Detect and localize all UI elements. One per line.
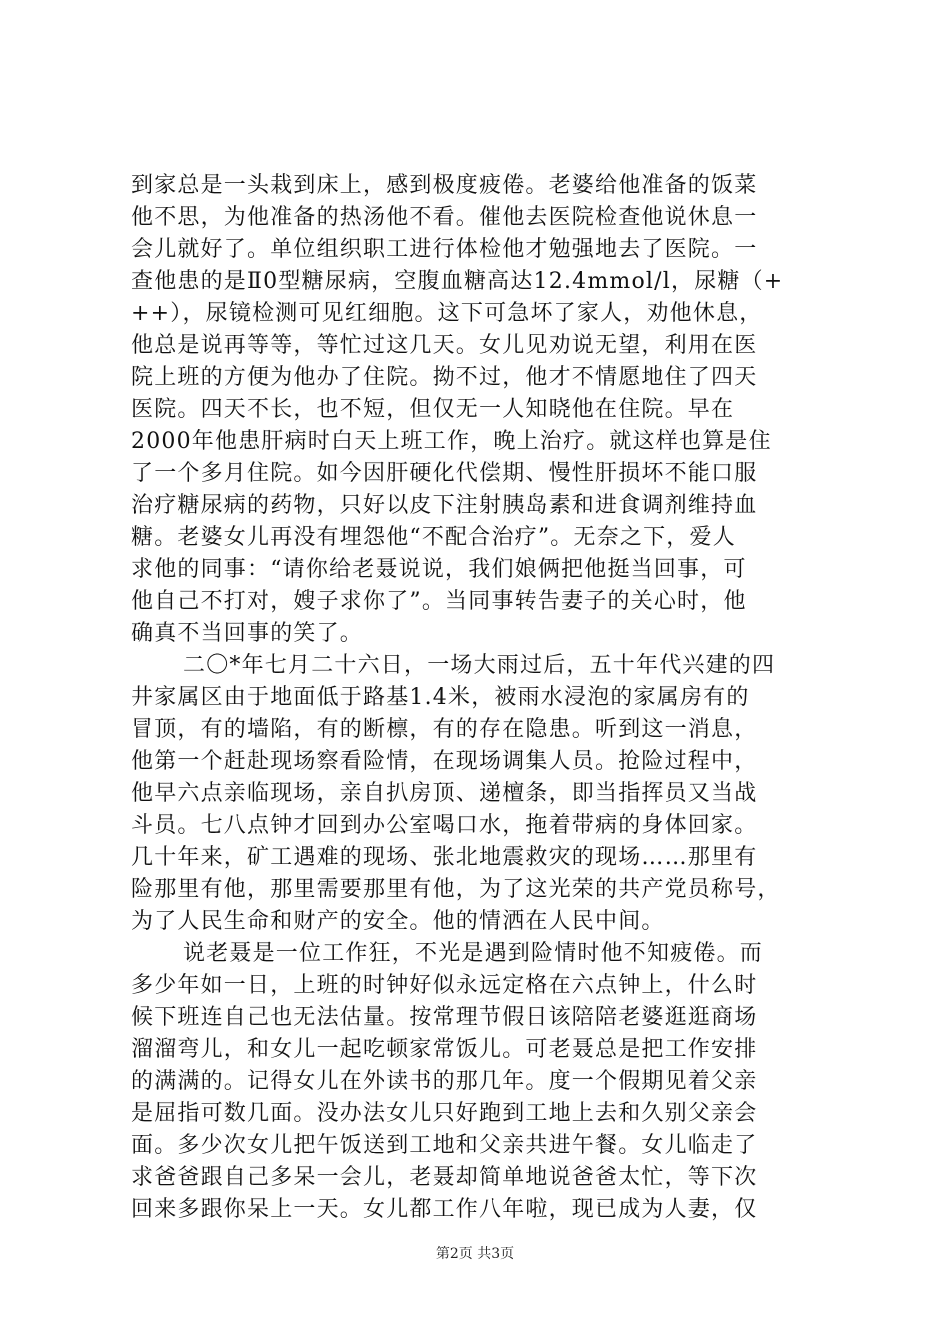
text-line: ++），尿镜检测可见红细胞。这下可急坏了家人，劝他休息， [131, 301, 763, 326]
text-line: 他第一个赶赴现场察看险情，在现场调集人员。抢险过程中， [131, 749, 758, 774]
paragraph-start-line: 二〇*年七月二十六日，一场大雨过后，五十年代兴建的四 [183, 653, 776, 678]
body-text [131, 170, 835, 1226]
text-line: 候下班连自己也无法估量。按常理节假日该陪陪老婆逛逛商场 [131, 1005, 758, 1030]
text-line: 面。多少次女儿把午饭送到工地和父亲共进午餐。女儿临走了 [131, 1133, 758, 1158]
text-line: 他早六点亲临现场，亲自扒房顶、递檀条，即当指挥员又当战 [131, 781, 758, 806]
text-line: 会儿就好了。单位组织职工进行体检他才勉强地去了医院。一 [131, 237, 758, 262]
text-line: 回来多跟你呆上一天。女儿都工作八年啦，现已成为人妻，仅 [131, 1197, 758, 1222]
paragraph-start-line: 说老聂是一位工作狂，不光是遇到险情时他不知疲倦。而 [183, 941, 764, 966]
text-line: 求爸爸跟自己多呆一会儿，老聂却简单地说爸爸太忙，等下次 [131, 1165, 758, 1190]
text-line: 井家属区由于地面低于路基1.4米，被雨水浸泡的家属房有的 [131, 685, 750, 710]
text-line: 治疗糖尿病的药物，只好以皮下注射胰岛素和进食调剂维持血 [131, 493, 758, 518]
text-line: 几十年来，矿工遇难的现场、张北地震救灾的现场……那里有 [131, 845, 758, 870]
text-line: 到家总是一头栽到床上，感到极度疲倦。老婆给他准备的饭菜 [131, 173, 758, 198]
page-number-footer: 第2页 共3页 [435, 1246, 515, 1262]
text-line: 斗员。七八点钟才回到办公室喝口水，拖着带病的身体回家。 [131, 813, 758, 838]
text-line: 溜溜弯儿，和女儿一起吃顿家常饭儿。可老聂总是把工作安排 [131, 1037, 758, 1062]
text-line: 是屈指可数几面。没办法女儿只好跑到工地上去和久别父亲会 [131, 1101, 758, 1126]
text-line: 为了人民生命和财产的安全。他的情洒在人民中间。 [131, 909, 665, 934]
text-line: 险那里有他，那里需要那里有他，为了这光荣的共产党员称号， [131, 877, 781, 902]
text-line: 院上班的方便为他办了住院。拗不过，他才不情愿地住了四天 [131, 365, 758, 390]
text-line: 求他的同事：“请你给老聂说说，我们娘俩把他挺当回事，可 [131, 557, 747, 582]
text-line: 多少年如一日，上班的时钟好似永远定格在六点钟上，什么时 [131, 973, 758, 998]
text-line: 他不思，为他准备的热汤他不看。催他去医院检查他说休息一 [131, 205, 758, 230]
text-line: 他总是说再等等，等忙过这几天。女儿见劝说无望，利用在医 [131, 333, 758, 358]
text-line: 确真不当回事的笑了。 [131, 621, 364, 646]
text-line: 冒顶，有的墙陷，有的断檩，有的存在隐患。听到这一消息， [131, 717, 758, 742]
text-line: 糖。老婆女儿再没有埋怨他“不配合治疗”。无奈之下，爱人 [131, 525, 736, 550]
text-line: 他自己不打对，嫂子求你了”。当同事转告妻子的关心时，他 [131, 589, 747, 614]
text-line: 2000年他患肝病时白天上班工作，晚上治疗。就这样也算是住 [131, 429, 772, 454]
text-line: 的满满的。记得女儿在外读书的那几年。度一个假期见着父亲 [131, 1069, 758, 1094]
text-line: 医院。四天不长，也不短，但仅无一人知晓他在住院。早在 [131, 397, 735, 422]
text-line: 查他患的是Ⅱ0型糖尿病，空腹血糖高达12.4mmol/l，尿糖（+ [131, 269, 784, 294]
text-line: 了一个多月住院。如今因肝硬化代偿期、慢性肝损坏不能口服 [131, 461, 758, 486]
